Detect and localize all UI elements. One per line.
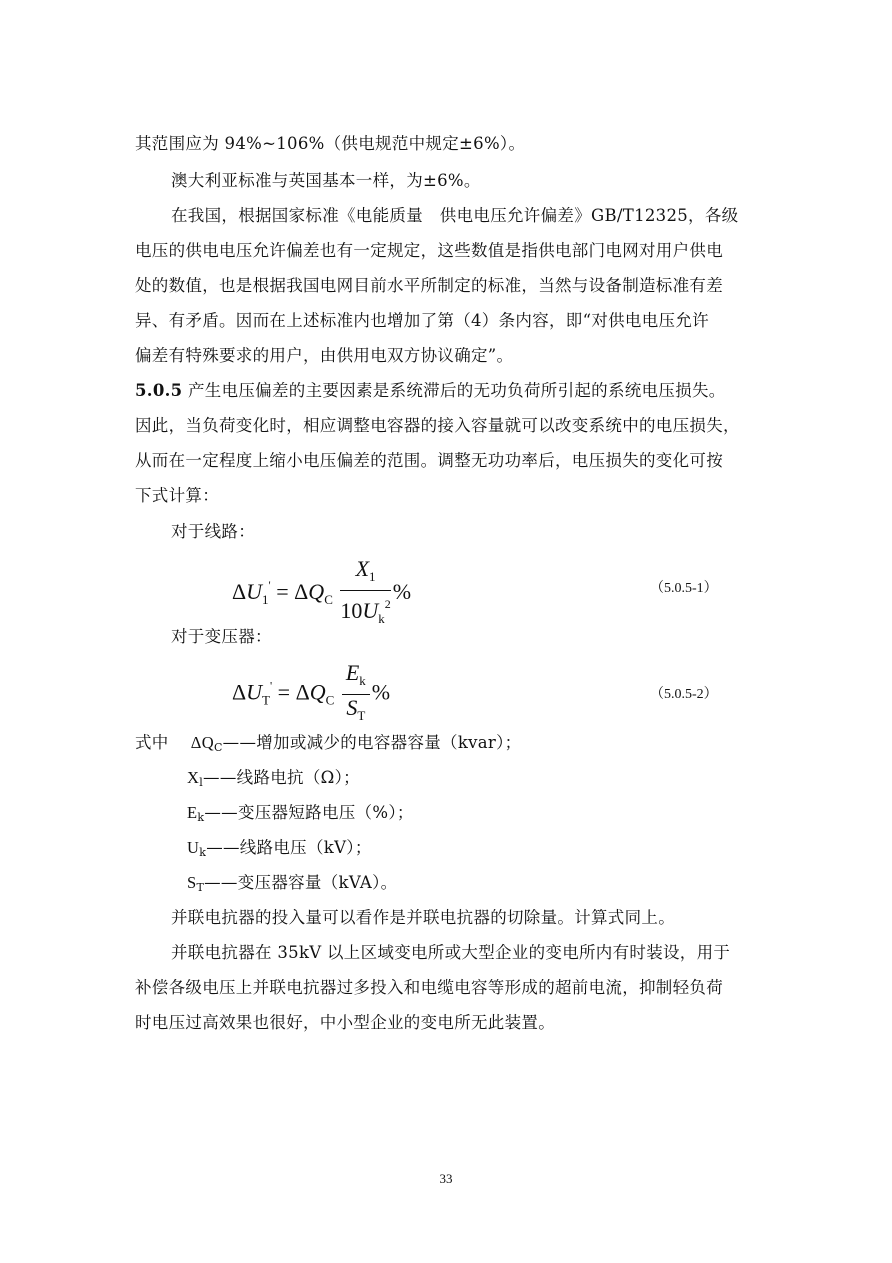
paragraph-line: 从而在一定程度上缩小电压偏差的范围。调整无功功率后，电压损失的变化可按 — [135, 451, 723, 470]
paragraph-line: 时电压过高效果也很好，中小型企业的变电所无此装置。 — [135, 1013, 555, 1032]
paragraph-line: 电压的供电电压允许偏差也有一定规定，这些数值是指供电部门电网对用户供电 — [135, 241, 723, 260]
fraction: $\frac{X_1}{10U_k^2}$ — [340, 556, 391, 626]
equation-number: （5.0.5-2） — [650, 687, 718, 702]
definition-xl: Xl——线路电抗（Ω）； — [187, 768, 360, 789]
paragraph-line: 偏差有特殊要求的用户，由供用电双方协议确定”。 — [135, 346, 514, 365]
section-paragraph-5-0-5 — [135, 380, 765, 402]
paragraph-line: 处的数值，也是根据我国电网目前水平所制定的标准，当然与设备制造标准有差 — [135, 276, 723, 295]
definition-st: ST——变压器容量（kVA）。 — [187, 873, 398, 894]
paragraph-line: 并联电抗器在 35kV 以上区域变电所或大型企业的变电所内有时装设，用于 — [171, 943, 731, 962]
equation-5-0-5-1: $\Delta U_1' = \Delta Q_C$ $\frac{X_1}{10U_k^2}$ % — [232, 558, 411, 630]
fraction: $\frac{E_k}{S_T}$ — [342, 662, 370, 727]
for-line-label: 对于线路： — [171, 522, 255, 541]
equation-5-0-5-2: $\Delta U_T' = \Delta Q_C$ $\frac{E_k}{S_T}$ % — [232, 662, 390, 727]
paragraph-line: 下式计算： — [135, 486, 219, 505]
definition-delta-qc: 式中 ΔQC——增加或减少的电容器容量（kvar）； — [135, 733, 522, 754]
paragraph-line: 其范围应为 94%~106%（供电规范中规定±6%）。 — [135, 134, 526, 153]
paragraph-line: 因此，当负荷变化时，相应调整电容器的接入容量就可以改变系统中的电压损失， — [135, 416, 740, 435]
paragraph-line: 在我国，根据国家标准《电能质量 供电电压允许偏差》GB/T12325，各级 — [171, 206, 739, 225]
paragraph-line: 并联电抗器的投入量可以看作是并联电抗器的切除量。计算式同上。 — [171, 908, 675, 927]
equation-number: （5.0.5-1） — [650, 581, 718, 596]
paragraph-line: 异、有矛盾。因而在上述标准内也增加了第（4）条内容，即“对供电电压允许 — [135, 311, 709, 330]
paragraph-text: 产生电压偏差的主要因素是系统滞后的无功负荷所引起的系统电压损失。 — [182, 381, 726, 400]
definition-prefix: 式中 — [135, 733, 169, 752]
definition-uk: Uk——线路电压（kV）； — [187, 838, 372, 859]
paragraph-line: 澳大利亚标准与英国基本一样，为±6%。 — [171, 171, 481, 190]
for-transformer-label: 对于变压器： — [171, 627, 272, 646]
definition-ek: Ek——变压器短路电压（%）； — [187, 803, 414, 824]
paragraph-line: 补偿各级电压上并联电抗器过多投入和电缆电容等形成的超前电流，抑制轻负荷 — [135, 978, 723, 997]
page-number: 33 — [439, 1171, 453, 1186]
section-number: 5.0.5 — [135, 381, 183, 400]
